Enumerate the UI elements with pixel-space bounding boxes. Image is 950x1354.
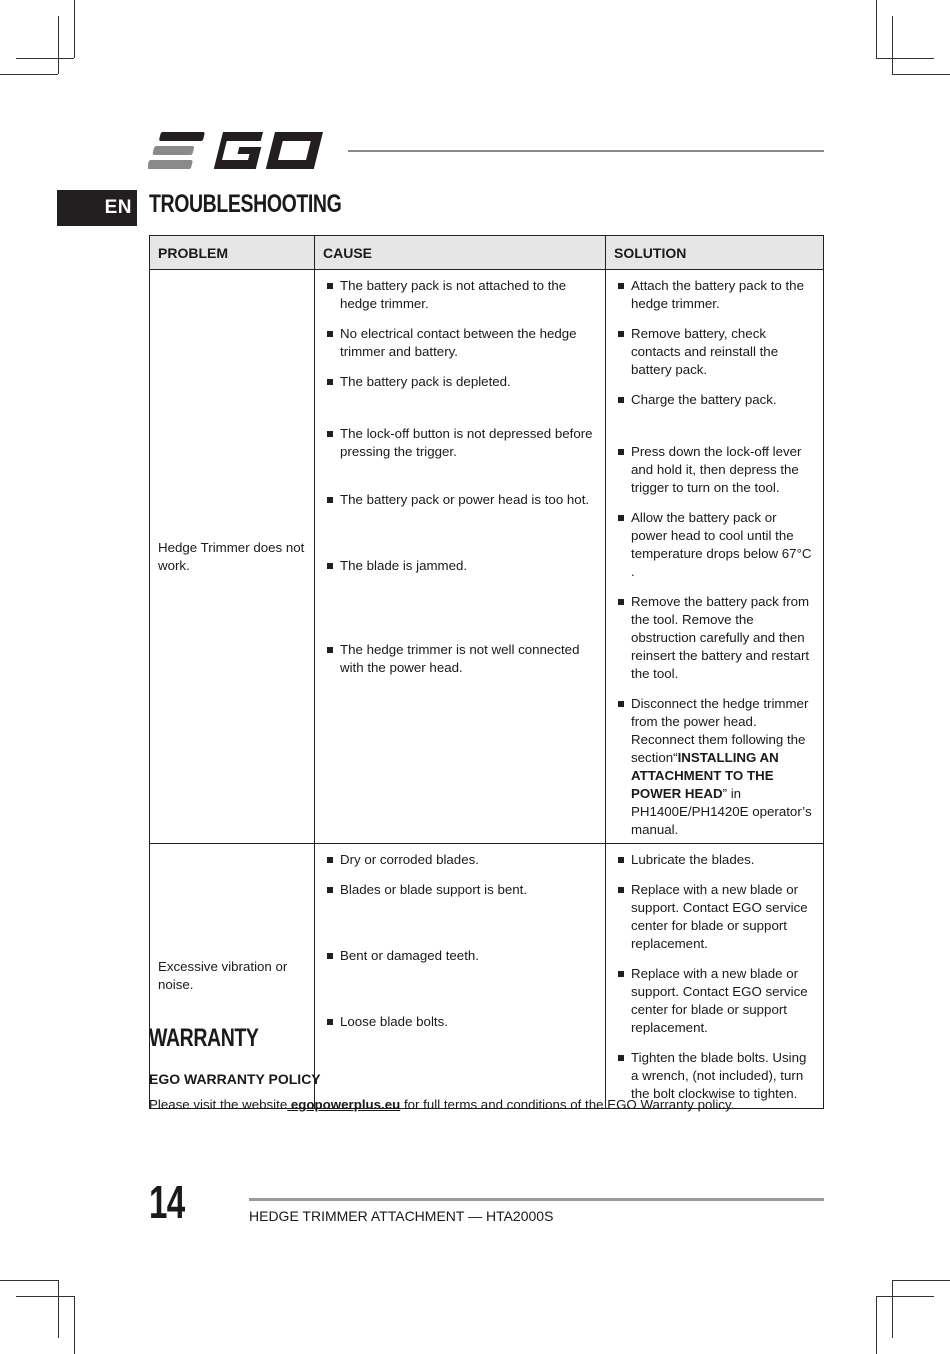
crop-mark — [876, 0, 877, 58]
troubleshooting-title: TROUBLESHOOTING — [149, 190, 342, 218]
problem-cell: Excessive vibration or noise. — [150, 844, 315, 1109]
cause-item: Blades or blade support is bent. — [325, 881, 597, 899]
cause-item: Dry or corroded blades. — [325, 851, 597, 869]
header-cause: CAUSE — [315, 236, 606, 270]
crop-mark — [876, 58, 934, 59]
crop-mark — [892, 1280, 893, 1338]
warranty-policy-title: EGO WARRANTY POLICY — [149, 1071, 321, 1087]
crop-mark — [16, 58, 74, 59]
problem-cell: Hedge Trimmer does not work. — [150, 270, 315, 844]
cause-cell — [315, 270, 606, 844]
crop-mark — [58, 16, 59, 74]
crop-mark — [892, 74, 950, 75]
crop-mark — [74, 1296, 75, 1354]
header-rule — [348, 150, 824, 152]
cause-item: The blade is jammed. — [325, 557, 597, 575]
header-solution: SOLUTION — [606, 236, 824, 270]
table-row — [150, 844, 824, 1109]
cause-cell — [315, 844, 606, 1109]
solution-item: Replace with a new blade or support. Contact EGO service center for blade or support replacement. — [616, 965, 815, 1037]
table-header-row — [150, 236, 824, 270]
solution-item: Allow the battery pack or power head to cool until the temperature drops below 67°C . — [616, 509, 815, 581]
solution-item: Charge the battery pack. — [616, 391, 815, 409]
warranty-title: WARRANTY — [149, 1024, 259, 1052]
cause-item: The hedge trimmer is not well connected with the power head. — [325, 641, 597, 677]
solution-item: Remove the battery pack from the tool. Remove the obstruction carefully and then reinsert the battery and restart the tool. — [616, 593, 815, 683]
crop-mark — [876, 1296, 877, 1354]
solution-item: Tighten the blade bolts. Using a wrench, (not included), turn the bolt clockwise to tighten. — [616, 1049, 815, 1103]
solution-item: Lubricate the blades. — [616, 851, 815, 869]
table-row — [150, 270, 824, 844]
cause-item: The lock-off button is not depressed before pressing the trigger. — [325, 425, 597, 461]
crop-mark — [892, 16, 893, 74]
cause-item: No electrical contact between the hedge trimmer and battery. — [325, 325, 597, 361]
solution-item: Remove battery, check contacts and reinstall the battery pack. — [616, 325, 815, 379]
website-link[interactable]: egopowerplus.eu — [287, 1097, 401, 1112]
solution-text: ” in PH1400E/PH1420E operator’s manual. — [631, 786, 812, 837]
crop-mark — [876, 1296, 934, 1297]
footer-title: HEDGE TRIMMER ATTACHMENT — HTA2000S — [249, 1208, 554, 1224]
page-number: 14 — [149, 1176, 185, 1228]
crop-mark — [0, 74, 58, 75]
cause-item: Bent or damaged teeth. — [325, 947, 597, 965]
cause-item: The battery pack is not attached to the hedge trimmer. — [325, 277, 597, 313]
warranty-text-post: for full terms and conditions of the EGO Warranty policy. — [400, 1097, 735, 1112]
language-tab: EN — [57, 190, 137, 226]
crop-mark — [0, 1280, 58, 1281]
cause-item: Loose blade bolts. — [325, 1013, 597, 1031]
troubleshooting-table — [149, 235, 824, 1109]
solution-item: Attach the battery pack to the hedge trimmer. — [616, 277, 815, 313]
solution-item: Press down the lock-off lever and hold it, then depress the trigger to turn on the tool. — [616, 443, 815, 497]
solution-bold-text: INSTALLING AN ATTACHMENT TO THE POWER HEAD — [631, 750, 779, 801]
cause-item: The battery pack is depleted. — [325, 373, 597, 391]
solution-cell — [606, 270, 824, 844]
solution-item — [616, 695, 815, 839]
solution-cell — [606, 844, 824, 1109]
crop-mark — [58, 1280, 59, 1338]
solution-item: Replace with a new blade or support. Contact EGO service center for blade or support replacement. — [616, 881, 815, 953]
cause-item: The battery pack or power head is too hot. — [325, 491, 597, 509]
warranty-text-pre: Please visit the website — [149, 1097, 288, 1112]
warranty-text — [149, 1097, 734, 1112]
crop-mark — [74, 0, 75, 58]
solution-text: Disconnect the hedge trimmer from the power head. Reconnect them following the section“ — [631, 696, 809, 765]
crop-mark — [892, 1280, 950, 1281]
footer-rule — [249, 1198, 824, 1201]
crop-mark — [16, 1296, 74, 1297]
ego-logo — [148, 128, 332, 174]
header-problem: PROBLEM — [150, 236, 315, 270]
